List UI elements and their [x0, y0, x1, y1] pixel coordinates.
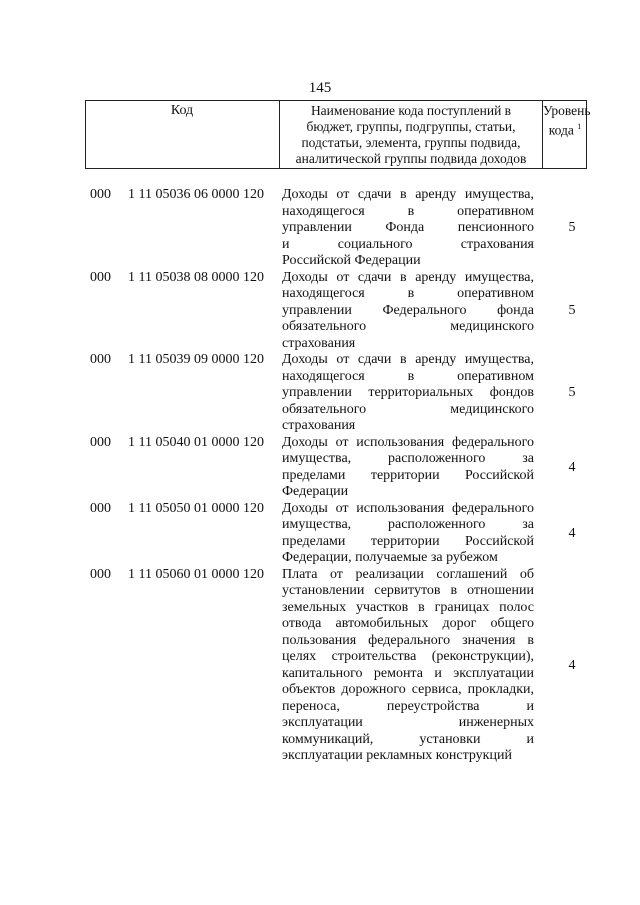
revenue-name-line: Плата от реализации соглашений об: [282, 566, 534, 582]
revenue-name-line: переноса, переустройства и: [282, 698, 534, 714]
revenue-name-line: страхования: [282, 335, 356, 351]
code-level: 5: [568, 385, 576, 401]
revenue-code: 1 11 05039 09 0000 120: [128, 352, 264, 367]
revenue-name-line: и социального страхования: [282, 236, 534, 252]
admin-code: 000: [90, 434, 111, 450]
revenue-name-line: имущества, расположенного за: [282, 451, 534, 466]
table-header: [85, 100, 591, 168]
revenue-name-line: Доходы от использования федерального: [282, 500, 534, 516]
header-code: Код: [170, 103, 194, 118]
admin-code: 000: [90, 500, 111, 516]
code-level: 5: [568, 220, 576, 236]
admin-code: 000: [90, 187, 111, 202]
revenue-name-line: земельных участков в границах полос: [282, 599, 534, 615]
admin-code: 000: [90, 566, 111, 582]
code-level: 5: [568, 302, 576, 318]
revenue-name-line: эксплуатации инженерных: [282, 715, 534, 730]
revenue-name: [282, 435, 534, 501]
revenue-name-line: находящегося в оперативном: [282, 286, 534, 301]
revenue-code: 1 11 05040 01 0000 120: [128, 434, 264, 450]
header-level: [543, 103, 591, 139]
revenue-name-line: страхования: [282, 418, 356, 433]
revenue-name-line: управлении Фонда пенсионного: [282, 220, 534, 235]
revenue-name: [282, 352, 534, 435]
revenue-code: 1 11 05038 08 0000 120: [128, 269, 264, 285]
revenue-name-line: Доходы от сдачи в аренду имущества,: [282, 269, 534, 285]
revenue-name: [282, 567, 534, 765]
revenue-name-line: управлении территориальных фондов: [282, 385, 534, 400]
revenue-code: 1 11 05050 01 0000 120: [128, 500, 264, 516]
revenue-name-line: Доходы от сдачи в аренду имущества,: [282, 352, 534, 367]
revenue-name-line: обязательного медицинского: [282, 401, 534, 417]
header-level-word: кода: [548, 122, 574, 138]
header-top-border: [85, 100, 587, 101]
revenue-name-line: Российской Федерации: [282, 253, 421, 268]
revenue-name-line: имущества, расположенного за: [282, 517, 534, 532]
revenue-name-line: Доходы от использования федерального: [282, 434, 534, 450]
header-bottom-border: [85, 168, 587, 169]
footnote-mark: 1: [577, 122, 582, 131]
revenue-name: [282, 270, 534, 353]
page-number: 145: [308, 80, 332, 96]
header-name-line: бюджет, группы, подгруппы, статьи,: [306, 119, 516, 134]
revenue-name-line: пользования федерального значения в: [282, 632, 534, 648]
header-name-line: подстатьи, элемента, группы подвида,: [301, 135, 521, 150]
revenue-name-line: Федерации: [282, 484, 349, 499]
revenue-name-line: целях строительства (реконструкции),: [282, 649, 534, 664]
code-level: 4: [568, 525, 576, 541]
revenue-name-line: коммуникаций, установки и: [282, 731, 534, 747]
revenue-name-line: обязательного медицинского: [282, 319, 534, 334]
revenue-code: 1 11 05060 01 0000 120: [128, 566, 264, 582]
revenue-name-line: находящегося в оперативном: [282, 203, 534, 219]
revenue-name-line: Федерации, получаемые за рубежом: [282, 550, 498, 565]
header-name-line: аналитической группы подвида доходов: [295, 151, 527, 166]
revenue-name-line: пределами территории Российской: [282, 533, 534, 549]
code-level: 4: [568, 657, 576, 673]
header-level-line: [543, 119, 587, 139]
revenue-code: 1 11 05036 06 0000 120: [128, 187, 264, 202]
revenue-name-line: управлении Федерального фонда: [282, 302, 534, 318]
revenue-name: [282, 501, 534, 567]
revenue-name-line: Доходы от сдачи в аренду имущества,: [282, 187, 534, 202]
revenue-name-line: объектов дорожного сервиса, прокладки,: [282, 682, 534, 697]
revenue-name-line: пределами территории Российской: [282, 467, 534, 483]
code-level: 4: [568, 459, 576, 475]
revenue-name-line: отвода автомобильных дорог общего: [282, 616, 534, 631]
revenue-name: [282, 187, 534, 270]
admin-code: 000: [90, 352, 111, 367]
revenue-name-line: установлении сервитутов в отношении: [282, 583, 534, 598]
revenue-name-line: эксплуатации рекламных конструкций: [282, 748, 512, 763]
header-name-line: Наименование кода поступлений в: [310, 103, 512, 118]
header-name: [280, 103, 542, 167]
admin-code: 000: [90, 269, 111, 285]
header-level-line: Уровень: [543, 103, 591, 118]
revenue-name-line: находящегося в оперативном: [282, 368, 534, 384]
revenue-name-line: капитального ремонта и эксплуатации: [282, 665, 534, 681]
